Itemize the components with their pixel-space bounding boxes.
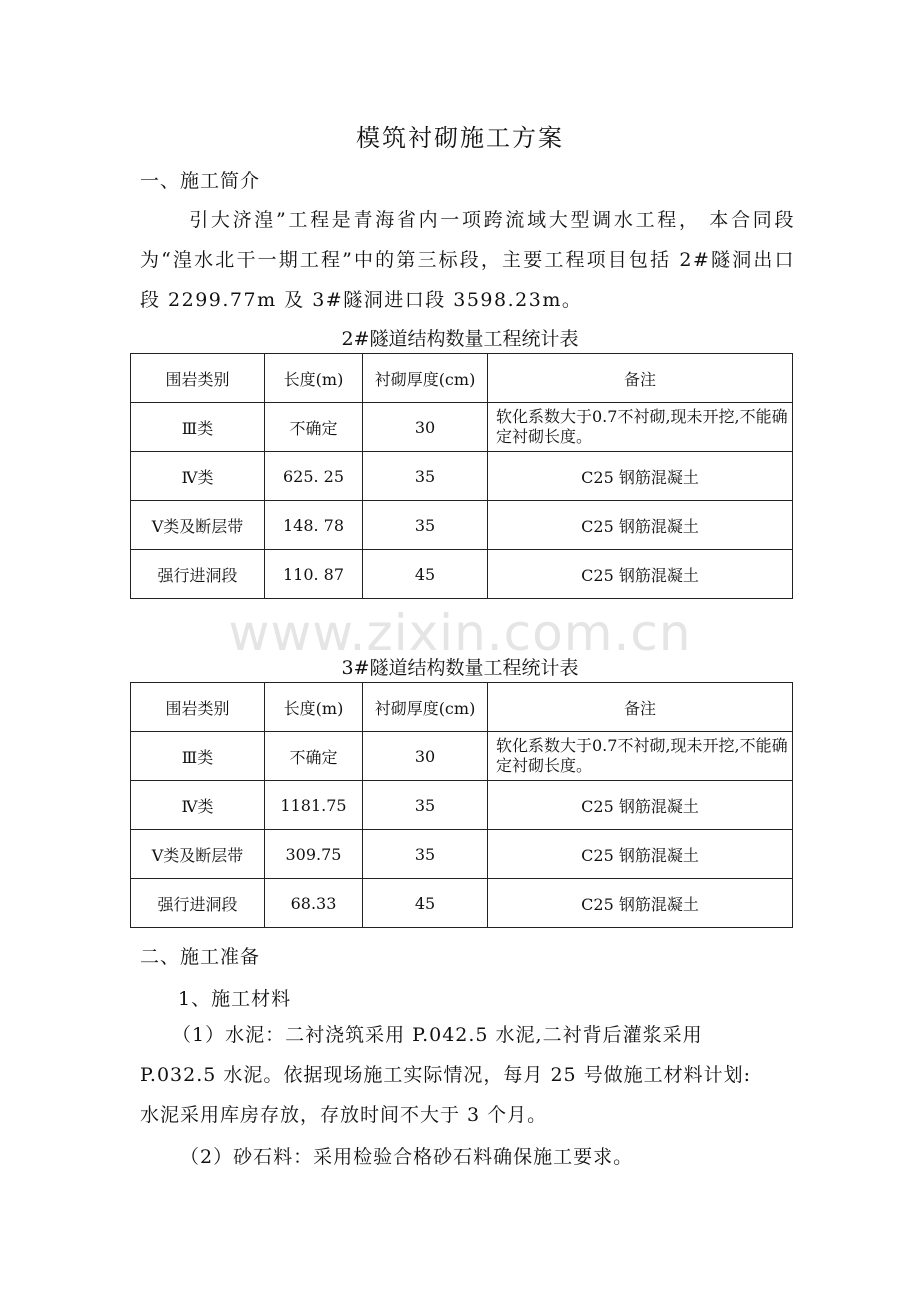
table-cell: 1181.75: [265, 781, 363, 830]
table-header-cell: 备注: [488, 354, 793, 403]
table-cell: 35: [363, 501, 488, 550]
table-row: [131, 879, 793, 928]
table-cell: 强行进洞段: [131, 550, 265, 599]
table-row: [131, 781, 793, 830]
table1: [130, 353, 793, 599]
table-cell: C25 钢筋混凝土: [488, 830, 793, 879]
intro-paragraph-text: 引大济湟”工程是青海省内一项跨流域大型调水工程， 本合同段为“湟水北干一期工程”中的第三标段，主要工程项目包括 2#隧洞出口段 2299.77m 及 3#隧洞进口段 3598.23m。: [140, 209, 795, 311]
table-cell: 35: [363, 781, 488, 830]
table-header-cell: 长度(m): [265, 354, 363, 403]
table-cell: Ⅴ类及断层带: [131, 501, 265, 550]
table-cell: 625. 25: [265, 452, 363, 501]
table1-caption: 2#隧道结构数量工程统计表: [341, 328, 579, 350]
table-cell: 68.33: [265, 879, 363, 928]
table2-caption: 3#隧道结构数量工程统计表: [341, 657, 579, 679]
aggregate-item: （2）砂石料：采用检验合格砂石料确保施工要求。: [180, 1146, 634, 1168]
table-cell: 不确定: [265, 403, 363, 452]
table-row: [131, 830, 793, 879]
table-header-cell: 围岩类别: [131, 354, 265, 403]
table-cell: 45: [363, 879, 488, 928]
table-row: [131, 452, 793, 501]
table-cell: Ⅲ类: [131, 732, 265, 781]
table-header-cell: 衬砌厚度(cm): [363, 683, 488, 732]
table-cell: C25 钢筋混凝土: [488, 452, 793, 501]
table-cell: 110. 87: [265, 550, 363, 599]
table-cell: 35: [363, 830, 488, 879]
table-cell: C25 钢筋混凝土: [488, 781, 793, 830]
table-cell: Ⅲ类: [131, 403, 265, 452]
table-row: [131, 550, 793, 599]
table2: [130, 682, 793, 928]
section-heading-preparation: 二、施工准备: [140, 946, 261, 968]
table-cell: 45: [363, 550, 488, 599]
table-cell: 30: [363, 732, 488, 781]
table-cell: 30: [363, 403, 488, 452]
table-header-cell: 围岩类别: [131, 683, 265, 732]
cement-item-line-1: （1）水泥：二衬浇筑采用 P.042.5 水泥,二衬背后灌浆采用: [172, 1024, 703, 1046]
table-row: [131, 501, 793, 550]
table-header-cell: 备注: [488, 683, 793, 732]
table-cell: 148. 78: [265, 501, 363, 550]
table-cell: C25 钢筋混凝土: [488, 550, 793, 599]
intro-paragraph: [140, 200, 795, 320]
table-cell: 软化系数大于0.7不衬砌,现未开挖,不能确定衬砌长度。: [488, 732, 793, 781]
section-heading-intro: 一、施工简介: [140, 170, 261, 192]
table-header-row: [131, 354, 793, 403]
table-header-cell: 长度(m): [265, 683, 363, 732]
table-cell: Ⅳ类: [131, 452, 265, 501]
table-row: [131, 732, 793, 781]
table-cell: Ⅳ类: [131, 781, 265, 830]
table-cell: Ⅴ类及断层带: [131, 830, 265, 879]
table-header-cell: 衬砌厚度(cm): [363, 354, 488, 403]
table-cell: 强行进洞段: [131, 879, 265, 928]
table-cell: 309.75: [265, 830, 363, 879]
cement-item-line-2: P.032.5 水泥。依据现场施工实际情况，每月 25 号做施工材料计划:: [140, 1064, 752, 1086]
cement-item-line-3: 水泥采用库房存放，存放时间不大于 3 个月。: [140, 1104, 548, 1126]
subsection-heading-materials: 1、施工材料: [178, 988, 292, 1010]
table-row: [131, 403, 793, 452]
watermark: www.zixin.com.cn: [228, 604, 692, 662]
table-cell: 不确定: [265, 732, 363, 781]
table-cell: 软化系数大于0.7不衬砌,现未开挖,不能确定衬砌长度。: [488, 403, 793, 452]
table-cell: C25 钢筋混凝土: [488, 501, 793, 550]
table-cell: 35: [363, 452, 488, 501]
table-header-row: [131, 683, 793, 732]
table-cell: C25 钢筋混凝土: [488, 879, 793, 928]
document-title: 模筑衬砌施工方案: [356, 124, 564, 152]
